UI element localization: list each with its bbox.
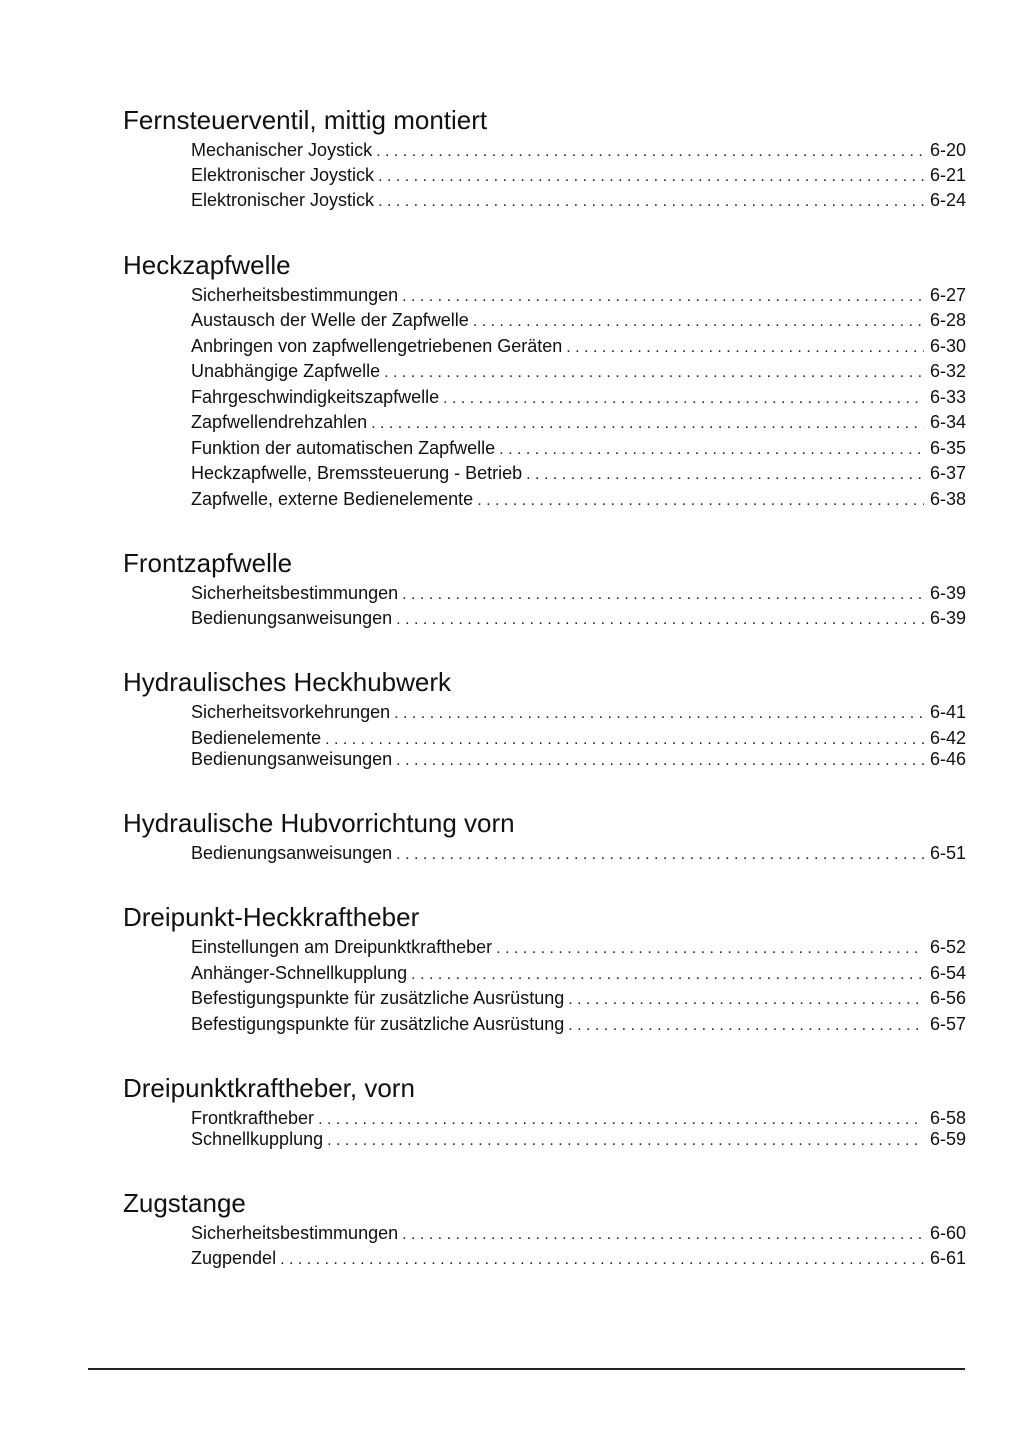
section-title: Hydraulische Hubvorrichtung vorn <box>123 808 515 838</box>
toc-entry[interactable] <box>191 607 966 629</box>
toc-entry[interactable] <box>191 335 966 357</box>
entry-label: Schnellkupplung <box>191 1129 324 1149</box>
entry-label: Bedienungsanweisungen <box>191 608 393 628</box>
toc-entry[interactable] <box>191 488 966 510</box>
entry-page-number: 6-46 <box>929 749 966 769</box>
dot-leader <box>499 439 924 461</box>
dot-leader <box>566 337 924 359</box>
dot-leader <box>376 141 924 163</box>
toc-entry[interactable] <box>191 411 966 433</box>
dot-leader <box>396 750 924 772</box>
entry-label: Sicherheitsbestimmungen <box>191 1223 399 1243</box>
toc-entry[interactable] <box>191 962 966 984</box>
toc-entry[interactable] <box>191 987 966 1009</box>
dot-leader <box>378 191 924 213</box>
entry-label: Befestigungspunkte für zusätzliche Ausrüstung <box>191 1014 565 1034</box>
entry-label: Mechanischer Joystick <box>191 140 373 160</box>
entry-page-number: 6-33 <box>929 387 966 407</box>
entry-page-number: 6-56 <box>929 988 966 1008</box>
toc-entry[interactable] <box>191 936 966 958</box>
entry-label: Anbringen von zapfwellengetriebenen Geräten <box>191 336 563 356</box>
toc-entry[interactable] <box>191 1107 966 1129</box>
toc-entry[interactable] <box>191 189 966 211</box>
entry-label: Elektronischer Joystick <box>191 190 375 210</box>
entry-label: Anhänger-Schnellkupplung <box>191 963 408 983</box>
entry-page-number: 6-61 <box>929 1248 966 1268</box>
entry-label: Sicherheitsvorkehrungen <box>191 702 391 722</box>
entry-label: Heckzapfwelle, Bremssteuerung - Betrieb <box>191 463 523 483</box>
dot-leader <box>378 166 924 188</box>
entry-page-number: 6-51 <box>929 843 966 863</box>
dot-leader <box>568 1015 924 1037</box>
dot-leader <box>394 703 924 725</box>
entry-page-number: 6-42 <box>929 728 966 748</box>
toc-entry[interactable] <box>191 139 966 161</box>
dot-leader <box>443 388 924 410</box>
section-title: Hydraulisches Heckhubwerk <box>123 667 452 697</box>
dot-leader <box>473 311 924 333</box>
dot-leader <box>396 844 924 866</box>
toc-entry[interactable] <box>191 701 966 723</box>
toc-entry[interactable] <box>191 1013 966 1035</box>
entry-label: Elektronischer Joystick <box>191 165 375 185</box>
entry-page-number: 6-20 <box>929 140 966 160</box>
toc-entry[interactable] <box>191 437 966 459</box>
entry-page-number: 6-35 <box>929 438 966 458</box>
footer-rule <box>88 1368 965 1370</box>
toc-entry[interactable] <box>191 842 966 864</box>
entry-label: Befestigungspunkte für zusätzliche Ausrüstung <box>191 988 565 1008</box>
entry-label: Zapfwelle, externe Bedienelemente <box>191 489 474 509</box>
dot-leader <box>327 1130 924 1152</box>
entry-page-number: 6-21 <box>929 165 966 185</box>
entry-page-number: 6-30 <box>929 336 966 356</box>
entry-page-number: 6-52 <box>929 937 966 957</box>
section-title: Dreipunkt-Heckkraftheber <box>123 902 420 932</box>
entry-page-number: 6-28 <box>929 310 966 330</box>
toc-entry[interactable] <box>191 164 966 186</box>
entry-page-number: 6-60 <box>929 1223 966 1243</box>
dot-leader <box>384 362 924 384</box>
entry-label: Frontkraftheber <box>191 1108 315 1128</box>
dot-leader <box>477 490 924 512</box>
entry-label: Zugpendel <box>191 1248 277 1268</box>
dot-leader <box>402 286 924 308</box>
entry-label: Funktion der automatischen Zapfwelle <box>191 438 496 458</box>
entry-label: Bedienungsanweisungen <box>191 843 393 863</box>
dot-leader <box>396 609 924 631</box>
entry-page-number: 6-32 <box>929 361 966 381</box>
entry-page-number: 6-58 <box>929 1108 966 1128</box>
entry-page-number: 6-39 <box>929 608 966 628</box>
toc-entry[interactable] <box>191 309 966 331</box>
section-title: Heckzapfwelle <box>123 250 291 280</box>
dot-leader <box>371 413 924 435</box>
toc-entry[interactable] <box>191 1247 966 1269</box>
toc-entry[interactable] <box>191 1222 966 1244</box>
entry-page-number: 6-54 <box>929 963 966 983</box>
toc-entry[interactable] <box>191 748 966 770</box>
dot-leader <box>402 1224 924 1246</box>
dot-leader <box>496 938 924 960</box>
dot-leader <box>280 1249 924 1271</box>
dot-leader <box>402 584 924 606</box>
toc-entry[interactable] <box>191 284 966 306</box>
section-title: Fernsteuerventil, mittig montiert <box>123 105 488 135</box>
entry-page-number: 6-39 <box>929 583 966 603</box>
toc-entry[interactable] <box>191 727 966 749</box>
entry-label: Sicherheitsbestimmungen <box>191 583 399 603</box>
toc-entry[interactable] <box>191 386 966 408</box>
entry-label: Sicherheitsbestimmungen <box>191 285 399 305</box>
entry-label: Einstellungen am Dreipunktkraftheber <box>191 937 493 957</box>
entry-page-number: 6-37 <box>929 463 966 483</box>
toc-entry[interactable] <box>191 462 966 484</box>
entry-page-number: 6-41 <box>929 702 966 722</box>
dot-leader <box>411 964 924 986</box>
section-title: Zugstange <box>123 1188 246 1218</box>
entry-page-number: 6-27 <box>929 285 966 305</box>
entry-page-number: 6-57 <box>929 1014 966 1034</box>
entry-label: Austausch der Welle der Zapfwelle <box>191 310 469 330</box>
entry-page-number: 6-24 <box>929 190 966 210</box>
dot-leader <box>568 989 924 1011</box>
entry-page-number: 6-38 <box>929 489 966 509</box>
dot-leader <box>526 464 924 486</box>
toc-entry[interactable] <box>191 582 966 604</box>
entry-label: Zapfwellendrehzahlen <box>191 412 368 432</box>
entry-label: Fahrgeschwindigkeitszapfwelle <box>191 387 440 407</box>
entry-page-number: 6-34 <box>929 412 966 432</box>
entry-page-number: 6-59 <box>929 1129 966 1149</box>
section-title: Dreipunktkraftheber, vorn <box>123 1073 415 1103</box>
toc-entry[interactable] <box>191 360 966 382</box>
section-title: Frontzapfwelle <box>123 548 293 578</box>
entry-label: Unabhängige Zapfwelle <box>191 361 381 381</box>
entry-label: Bedienelemente <box>191 728 322 748</box>
toc-entry[interactable] <box>191 1128 966 1150</box>
entry-label: Bedienungsanweisungen <box>191 749 393 769</box>
